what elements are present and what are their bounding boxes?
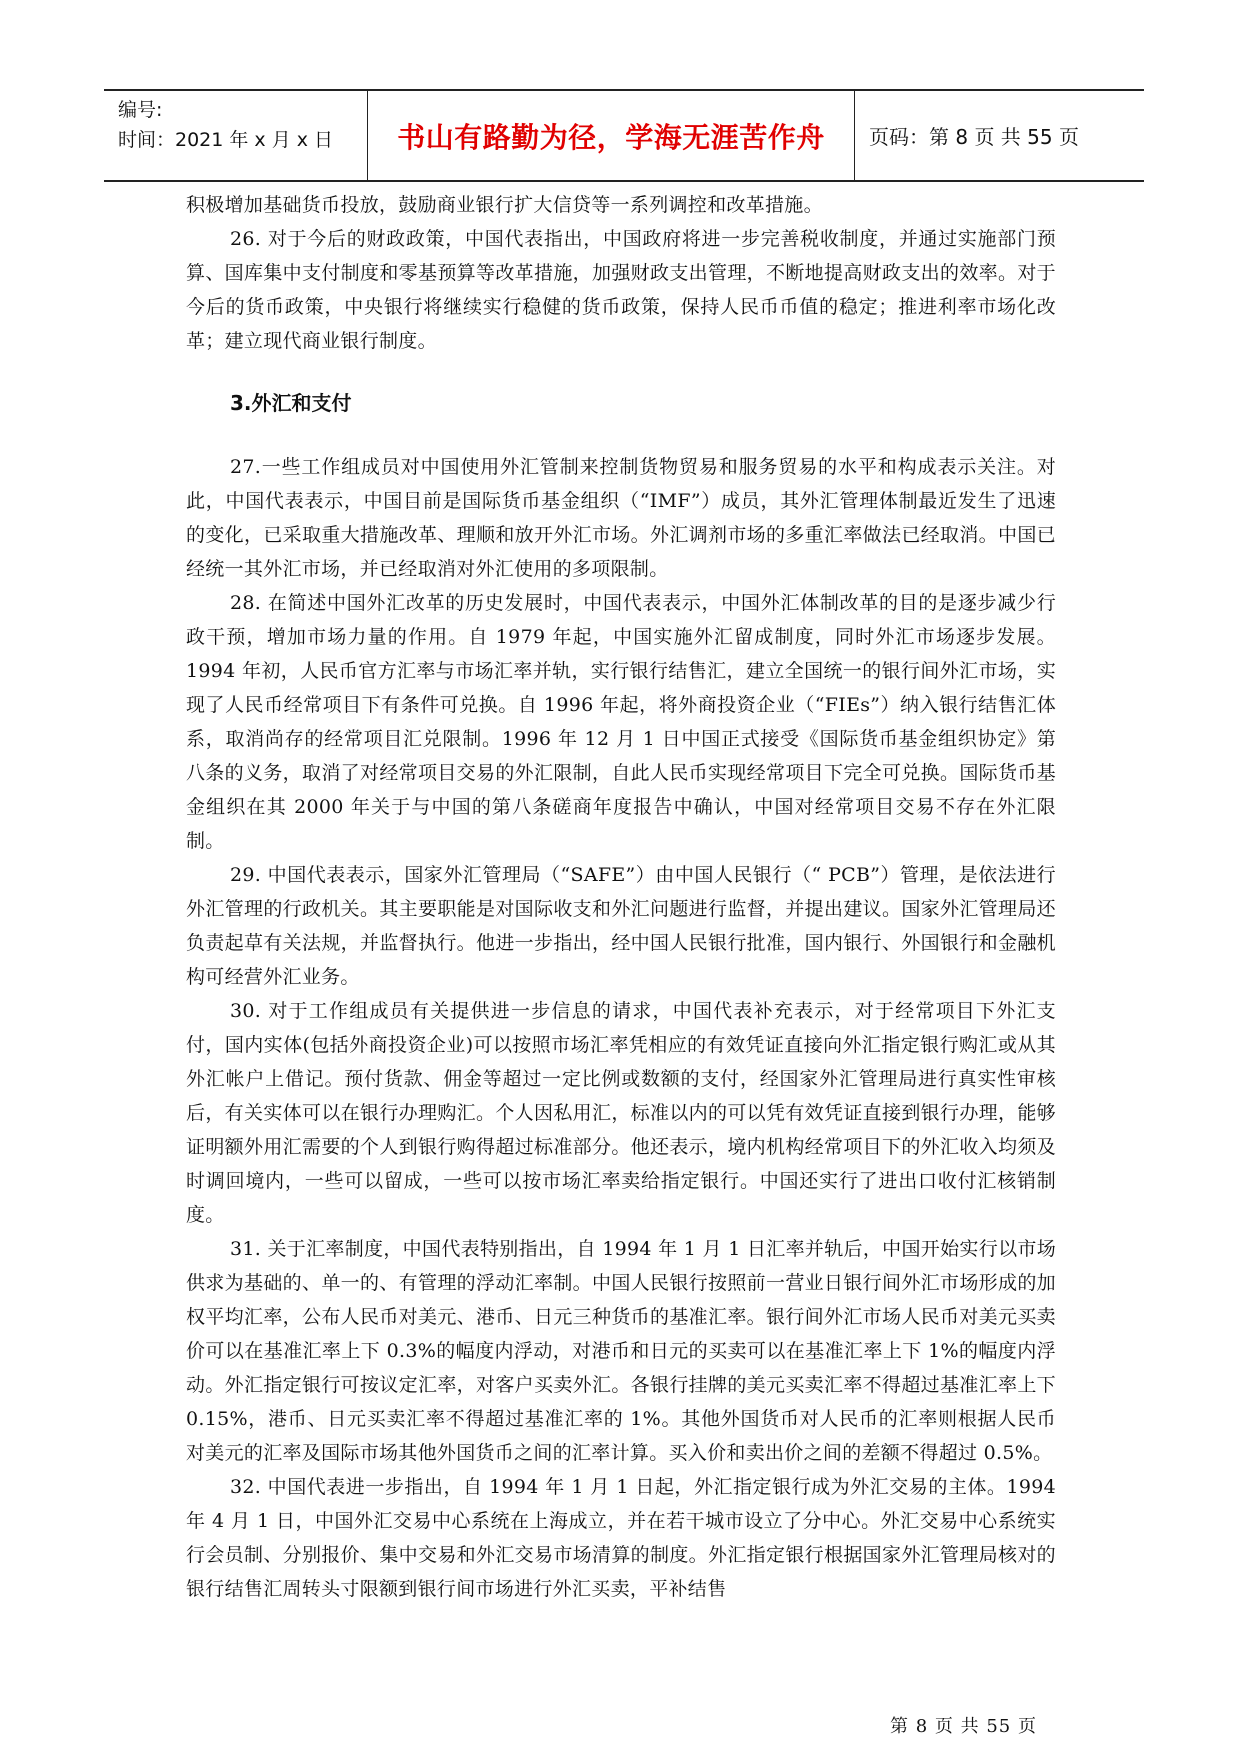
document-body	[186, 188, 1056, 1606]
header-page-code	[855, 91, 1144, 180]
paragraph-31: 31. 关于汇率制度，中国代表特别指出，自 1994 年 1 月 1 日汇率并轨后，中国开始实行以市场供求为基础的、单一的、有管理的浮动汇率制。中国人民银行按照前一营业日银行间外汇市场形成的加权平均汇率，公布人民币对美元、港币、日元三种货币的基准汇率。银行间外汇市场人民币对美元买卖价可以在基准汇率上下 0.3%的幅度内浮动，对港币和日元的买卖可以在基准汇率上下 1%的幅度内浮动。外汇指定银行可按议定汇率，对客户买卖外汇。各银行挂牌的美元买卖汇率不得超过基准汇率上下 0.15%，港币、日元买卖汇率不得超过基准汇率的 1%。其他外国货币对人民币的汇率则根据人民币对美元的汇率及国际市场其他外国货币之间的汇率计算。买入价和卖出价之间的差额不得超过 0.5%。	[186, 1238, 1056, 1464]
number-label: 编号:	[118, 99, 163, 121]
motto-text: 书山有路勤为径，学海无涯苦作舟	[397, 120, 825, 154]
paragraph-28: 28. 在简述中国外汇改革的历史发展时，中国代表表示，中国外汇体制改革的目的是逐步减少行政干预，增加市场力量的作用。自 1979 年起，中国实施外汇留成制度，同时外汇市场逐步发展。1994 年初，人民币官方汇率与市场汇率并轨，实行银行结售汇，建立全国统一的银行间外汇市场，实现了人民币经常项目下有条件可兑换。自 1996 年起，将外商投资企业（“FIEs”）纳入银行结售汇体系，取消尚存的经常项目汇兑限制。1996 年 12 月 1 日中国正式接受《国际货币基金组织协定》第八条的义务，取消了对经常项目交易的外汇限制，自此人民币实现经常项目下完全可兑换。国际货币基金组织在其 2000 年关于与中国的第八条磋商年度报告中确认，中国对经常项目交易不存在外汇限制。	[186, 592, 1056, 852]
section-heading: 3.外汇和支付	[230, 391, 352, 415]
paragraph-29: 29. 中国代表表示，国家外汇管理局（“SAFE”）由中国人民银行（“ PCB”）管理，是依法进行外汇管理的行政机关。其主要职能是对国际收支和外汇问题进行监督，并提出建议。国家外汇管理局还负责起草有关法规，并监督执行。他进一步指出，经中国人民银行批准，国内银行、外国银行和金融机构可经营外汇业务。	[186, 864, 1056, 988]
page-header	[104, 89, 1144, 182]
header-motto-cell	[368, 91, 855, 180]
paragraph-continuation: 积极增加基础货币投放，鼓励商业银行扩大信贷等一系列调控和改革措施。	[186, 194, 823, 216]
header-meta	[104, 91, 368, 180]
paragraph-27: 27.一些工作组成员对中国使用外汇管制来控制货物贸易和服务贸易的水平和构成表示关注。对此，中国代表表示，中国目前是国际货币基金组织（“IMF”）成员，其外汇管理体制最近发生了迅速的变化，已采取重大措施改革、理顺和放开外汇市场。外汇调剂市场的多重汇率做法已经取消。中国已经统一其外汇市场，并已经取消对外汇使用的多项限制。	[186, 456, 1056, 580]
paragraph-32: 32. 中国代表进一步指出，自 1994 年 1 月 1 日起，外汇指定银行成为外汇交易的主体。1994 年 4 月 1 日，中国外汇交易中心系统在上海成立，并在若干城市设立了分中心。外汇交易中心系统实行会员制、分别报价、集中交易和外汇交易市场清算的制度。外汇指定银行根据国家外汇管理局核对的银行结售汇周转头寸限额到银行间市场进行外汇买卖，平补结售	[186, 1476, 1056, 1600]
page-footer: 第 8 页 共 55 页	[890, 1716, 1037, 1737]
time-label: 时间：2021 年 x 月 x 日	[118, 129, 334, 151]
paragraph-26: 26. 对于今后的财政政策，中国代表指出，中国政府将进一步完善税收制度，并通过实施部门预算、国库集中支付制度和零基预算等改革措施，加强财政支出管理，不断地提高财政支出的效率。对于今后的货币政策，中央银行将继续实行稳健的货币政策，保持人民币币值的稳定；推进利率市场化改革；建立现代商业银行制度。	[186, 228, 1056, 352]
page-code-text: 页码：第 8 页 共 55 页	[869, 125, 1079, 149]
paragraph-30: 30. 对于工作组成员有关提供进一步信息的请求，中国代表补充表示，对于经常项目下外汇支付，国内实体(包括外商投资企业)可以按照市场汇率凭相应的有效凭证直接向外汇指定银行购汇或从其外汇帐户上借记。预付货款、佣金等超过一定比例或数额的支付，经国家外汇管理局进行真实性审核后，有关实体可以在银行办理购汇。个人因私用汇，标准以内的可以凭有效凭证直接到银行办理，能够证明额外用汇需要的个人到银行购得超过标准部分。他还表示，境内机构经常项目下的外汇收入均须及时调回境内，一些可以留成，一些可以按市场汇率卖给指定银行。中国还实行了进出口收付汇核销制度。	[186, 1000, 1056, 1226]
